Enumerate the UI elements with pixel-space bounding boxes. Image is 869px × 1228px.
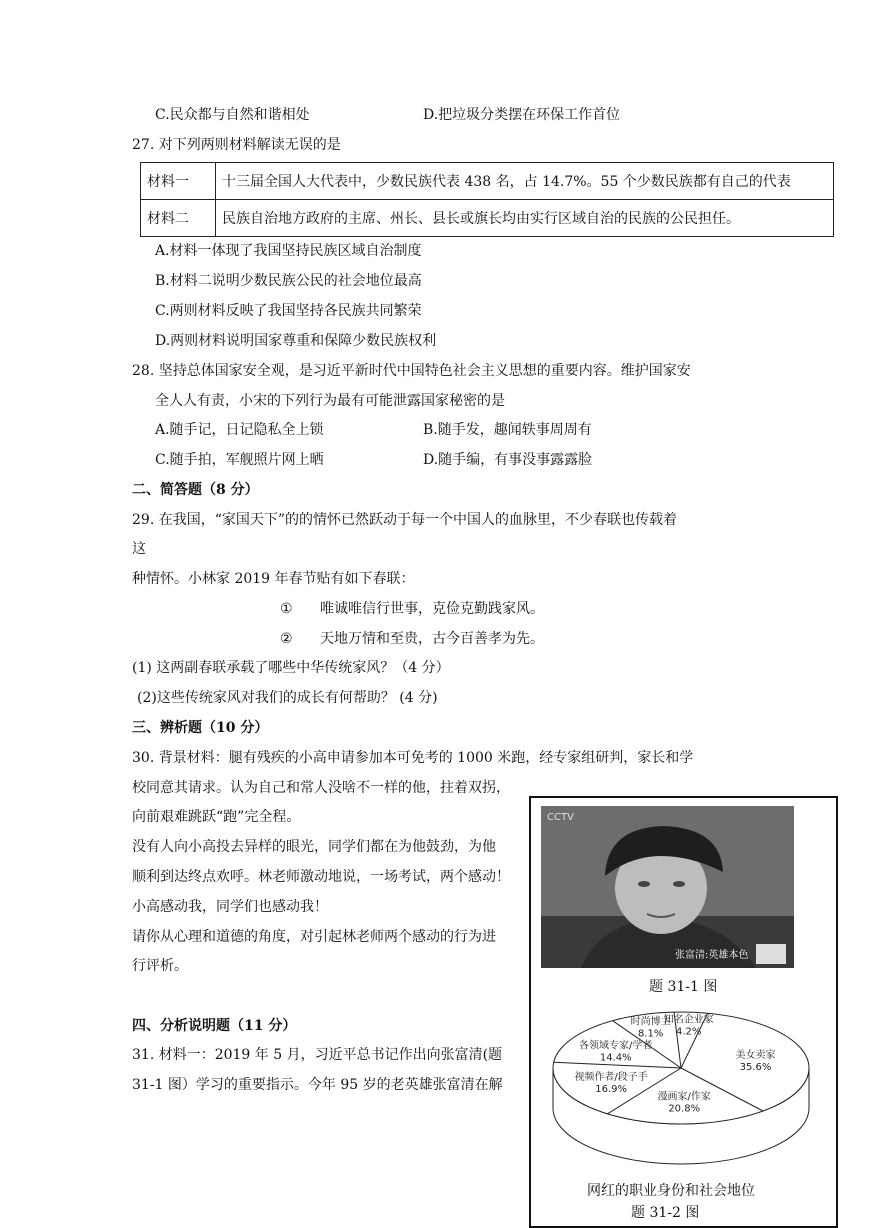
couplet1-text: 唯诚唯信行世事，克俭克勤践家风。 bbox=[320, 601, 544, 617]
q26-option-d: D.把垃圾分类摆在环保工作首位 bbox=[423, 107, 621, 123]
material-name: 材料一 bbox=[141, 163, 216, 200]
material-name: 材料二 bbox=[141, 200, 216, 237]
table-row bbox=[141, 163, 834, 200]
q30-line: 没有人向小高投去异样的眼光，同学们都在为他鼓劲，为他 bbox=[132, 839, 496, 855]
pie-chart bbox=[531, 1002, 831, 1172]
q28-option-a: A.随手记，日记隐私全上锁 bbox=[155, 422, 324, 438]
q28-option-b: B.随手发，趣闻轶事周周有 bbox=[423, 422, 592, 438]
photo-caption-overlay: 张富清:英雄本色 bbox=[675, 950, 749, 961]
q30-line: 顺利到达终点欢呼。林老师激动地说，一场考试，两个感动！ bbox=[132, 869, 510, 885]
q31-line1: 31. 材料一：2019 年 5 月，习近平总书记作出向张富清(题 bbox=[132, 1047, 503, 1063]
q30-line: 向前艰难跳跃“跑”完全程。 bbox=[132, 809, 301, 825]
pie-slice-label: 各领域专家/学者 bbox=[579, 1040, 653, 1052]
q27-option-b: B.材料二说明少数民族公民的社会地位最高 bbox=[155, 273, 422, 289]
couplet2-text: 天地万情和至贵，古今百善孝为先。 bbox=[320, 631, 544, 647]
q29-line1: 29. 在我国，“家国天下”的的情怀已然跃动于每一个中国人的血脉里，不少春联也传载着 bbox=[132, 512, 678, 528]
section3-title: 三、辨析题（10 分） bbox=[132, 720, 269, 736]
pie-slice-value: 4.2% bbox=[676, 1026, 702, 1038]
q30-line: 30. 背景材料：腿有残疾的小高申请参加本可免考的 1000 米跑，经专家组研判，家长和学 bbox=[132, 750, 694, 766]
q28-stem-line1: 28. 坚持总体国家安全观，是习近平新时代中国特色社会主义思想的重要内容。维护国家安 bbox=[132, 363, 691, 379]
pie-slice-value: 8.1% bbox=[637, 1028, 664, 1040]
pie-slice-value: 14.4% bbox=[599, 1052, 632, 1064]
q30-line: 小高感动我，同学们也感动我！ bbox=[132, 899, 328, 915]
svg-text:CCTV: CCTV bbox=[547, 812, 574, 823]
q27-option-a: A.材料一体现了我国坚持民族区域自治制度 bbox=[155, 243, 422, 259]
material-text: 十三届全国人大代表中，少数民族代表 438 名，占 14.7%。55 个少数民族都有自己的代表 bbox=[216, 163, 834, 200]
chart-title: 网红的职业身份和社会地位 bbox=[587, 1183, 755, 1199]
couplet1-number: ① bbox=[280, 601, 293, 617]
couplet2-number: ② bbox=[280, 631, 293, 647]
pie-slice-label: 漫画家/作家 bbox=[657, 1091, 711, 1103]
pie-slice-value: 20.8% bbox=[668, 1103, 701, 1115]
pie-slice-label: 视频作者/段子手 bbox=[574, 1071, 648, 1083]
section2-title: 二、简答题（8 分） bbox=[132, 482, 259, 498]
q30-line: 校同意其请求。认为自己和常人没啥不一样的他，拄着双拐， bbox=[132, 780, 510, 796]
figure1-caption: 题 31-1 图 bbox=[649, 979, 718, 995]
figure-box bbox=[529, 796, 838, 1228]
q28-option-c: C.随手拍，军舰照片网上晒 bbox=[155, 452, 324, 468]
section4-title: 四、分析说明题（11 分） bbox=[132, 1018, 297, 1034]
q31-line2: 31-1 图）学习的重要指示。今年 95 岁的老英雄张富清在解 bbox=[132, 1077, 503, 1093]
q29-sub1: (1) 这两副春联承载了哪些中华传统家风？（4 分） bbox=[132, 660, 450, 676]
portrait-photo bbox=[541, 806, 794, 968]
pie-slice-label: 时尚博主 bbox=[630, 1016, 671, 1028]
q29-line3: 种情怀。小林家 2019 年春节贴有如下春联： bbox=[132, 571, 415, 587]
portrait-illustration bbox=[541, 806, 794, 968]
table-row bbox=[141, 200, 834, 237]
figure2-caption: 题 31-2 图 bbox=[631, 1205, 700, 1221]
material-text: 民族自治地方政府的主席、州长、县长或旗长均由实行区域自治的民族的公民担任。 bbox=[216, 200, 834, 237]
q27-option-c: C.两则材料反映了我国坚持各民族共同繁荣 bbox=[155, 303, 422, 319]
q29-sub2: (2)这些传统家风对我们的成长有何帮助？ (4 分) bbox=[137, 690, 438, 706]
q30-line: 请你从心理和道德的角度，对引起林老师两个感动的行为进 bbox=[132, 929, 496, 945]
q26-option-c: C.民众都与自然和谐相处 bbox=[155, 107, 310, 123]
q27-stem: 27. 对下列两则材料解读无误的是 bbox=[132, 137, 341, 153]
pie-slice-label: 美女卖家 bbox=[735, 1049, 776, 1061]
q29-line2: 这 bbox=[132, 541, 146, 557]
q28-stem-line2: 全人人有责，小宋的下列行为最有可能泄露国家秘密的是 bbox=[155, 393, 505, 409]
q27-option-d: D.两则材料说明国家尊重和保障少数民族权利 bbox=[155, 333, 437, 349]
pie-slice-value: 35.6% bbox=[739, 1061, 772, 1073]
pie-slice-value: 16.9% bbox=[595, 1083, 628, 1095]
pie-slice-label: 知名企业家 bbox=[663, 1014, 714, 1026]
q30-line: 行评析。 bbox=[132, 958, 188, 974]
q27-material-table bbox=[140, 162, 834, 237]
q28-option-d: D.随手编，有事没事露露脸 bbox=[423, 452, 593, 468]
